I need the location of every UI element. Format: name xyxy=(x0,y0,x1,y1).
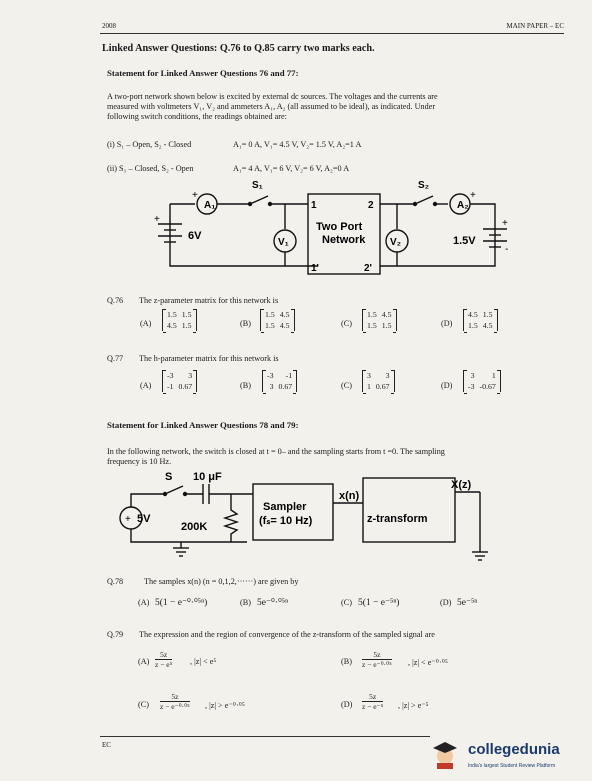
sampler-circuit xyxy=(105,466,495,566)
ztransform-label: z-transform xyxy=(367,513,428,525)
section-title: Linked Answer Questions: Q.76 to Q.85 carry two marks each. xyxy=(102,43,375,54)
q76-option-a-matrix: 1.5 1.5 4.5 1.5 xyxy=(162,309,197,331)
q79-option-a-roc: , |z| < e⁵ xyxy=(190,657,217,666)
condition-2-label: (ii) S₁ – Closed, S₂ - Open xyxy=(107,164,194,173)
plus-sign: + xyxy=(125,514,131,525)
voltmeter-v2-label: V₂ xyxy=(390,237,402,248)
network-label-2: Network xyxy=(322,234,366,246)
q78-option-b-expr: 5e⁻⁰·⁰⁵ⁿ xyxy=(257,598,289,608)
port-1-label: 1 xyxy=(311,200,317,211)
q79-option-c-label[interactable]: (C) xyxy=(138,700,149,709)
q79-option-a-label[interactable]: (A) xyxy=(138,657,150,666)
watermark-name: collegedunia xyxy=(468,741,560,758)
q77-option-b-matrix: -3 -1 3 0.67 xyxy=(262,370,297,392)
q77-option-d-label[interactable]: (D) xyxy=(441,381,453,390)
q76-option-a-label[interactable]: (A) xyxy=(140,319,152,328)
q79-option-b-fraction: $\frac{5z}{\text{z − e⁻⁰·⁰⁵}}$ xyxy=(362,650,392,669)
q78-number: Q.78 xyxy=(107,577,124,586)
q76-option-d-matrix: 4.5 1.5 1.5 4.5 xyxy=(463,309,498,331)
q77-option-d-matrix: 3 1 -3 -0.67 xyxy=(463,370,501,392)
header-year: 2008 xyxy=(102,22,116,30)
xn-label: x(n) xyxy=(339,490,360,502)
header-rule xyxy=(100,33,564,34)
q79-option-b-label[interactable]: (B) xyxy=(341,657,352,666)
q76-option-b-matrix: 1.5 4.5 1.5 4.5 xyxy=(260,309,295,331)
q78-option-d-label[interactable]: (D) xyxy=(440,598,452,607)
statement-line: following switch conditions, the readings obtained are: xyxy=(107,112,287,121)
statement-line: A two-port network shown below is excited by external dc sources. The voltages and the currents are xyxy=(107,92,438,101)
q76-option-b-label[interactable]: (B) xyxy=(240,319,251,328)
q78-option-b-label[interactable]: (B) xyxy=(240,598,251,607)
q78-option-a-expr: 5(1 − e⁻⁰·⁰⁵ⁿ) xyxy=(155,598,208,608)
statement-line: frequency is 10 Hz. xyxy=(107,457,172,466)
q77-text: The h-parameter matrix for this network is xyxy=(139,354,279,363)
q79-text: The expression and the region of convergence of the z-transform of the sampled signal are xyxy=(139,630,435,639)
port-2p-label: 2' xyxy=(364,263,372,274)
q78-option-d-expr: 5e⁻⁵ⁿ xyxy=(457,598,478,608)
port-1p-label: 1' xyxy=(311,263,319,274)
q76-option-c-matrix: 1.5 4.5 1.5 1.5 xyxy=(362,309,397,331)
ammeter-a1-label: A₁ xyxy=(204,200,216,211)
resistor-label: 200K xyxy=(181,521,208,533)
q76-text: The z-parameter matrix for this network is xyxy=(139,296,279,305)
q77-option-c-label[interactable]: (C) xyxy=(341,381,352,390)
source-5v-label: 5V xyxy=(137,513,151,525)
q79-option-c-roc: , |z| > e⁻⁰·⁰⁵ xyxy=(205,701,245,710)
switch-s1-label: S₁ xyxy=(252,180,263,191)
source-6v-label: 6V xyxy=(188,230,202,242)
q77-option-a-label[interactable]: (A) xyxy=(140,381,152,390)
switch-s-label: S xyxy=(165,471,173,483)
statement-78-79-title: Statement for Linked Answer Questions 78 and 79: xyxy=(107,420,299,430)
graduate-icon xyxy=(430,739,460,769)
statement-line: In the following network, the switch is closed at t = 0– and the sampling starts from t =0. The sampling xyxy=(107,447,445,456)
q77-option-b-label[interactable]: (B) xyxy=(240,381,251,390)
q76-option-d-label[interactable]: (D) xyxy=(441,319,453,328)
q79-option-d-roc: , |z| > e⁻⁵ xyxy=(398,701,429,710)
condition-1-label: (i) S₁ – Open, S₂ - Closed xyxy=(107,140,192,149)
condition-1-values: A₁= 0 A, V₁= 4.5 V, V₂= 1.5 V, A₂=1 A xyxy=(233,140,362,149)
network-label-1: Two Port xyxy=(316,221,363,233)
q78-option-a-label[interactable]: (A) xyxy=(138,598,150,607)
q77-option-a-matrix: -3 3 -1 0.67 xyxy=(162,370,197,392)
plus-sign: + xyxy=(154,214,160,225)
q78-text: The samples x(n) (n = 0,1,2,······) are given by xyxy=(144,577,299,586)
collegedunia-watermark xyxy=(430,733,580,777)
q76-number: Q.76 xyxy=(107,296,124,305)
capacitor-label: 10 μF xyxy=(193,471,222,483)
sampler-freq-label: (fₛ= 10 Hz) xyxy=(259,515,313,527)
statement-line: measured with voltmeters V₁, V₂ and ammeters A₁, A₂ (all assumed to be ideal), as indicated. Under xyxy=(107,102,436,111)
source-1p5v-label: 1.5V xyxy=(453,235,476,247)
q79-option-d-fraction: $\frac{5z}{\text{z − e⁻⁵}}$ xyxy=(362,692,384,711)
q77-number: Q.77 xyxy=(107,354,124,363)
two-port-circuit xyxy=(140,174,525,284)
q79-option-b-roc: , |z| < e⁻⁰·⁰⁵ xyxy=(408,658,448,667)
watermark-tagline: India's largest Student Review Platform xyxy=(468,763,556,769)
xz-label: X(z) xyxy=(451,479,472,491)
plus-sign: + xyxy=(502,218,508,229)
minus-sign: - xyxy=(505,244,509,255)
ammeter-a2-label: A₂ xyxy=(457,200,469,211)
header-paper: MAIN PAPER – EC xyxy=(506,22,564,30)
sampler-label: Sampler xyxy=(263,501,307,513)
q78-option-c-label[interactable]: (C) xyxy=(341,598,352,607)
q79-option-a-fraction: $\frac{5z}{\text{z − e⁵}}$ xyxy=(155,650,173,669)
q79-option-c-fraction: $\frac{5z}{\text{z − e⁻⁰·⁰⁵}}$ xyxy=(160,692,190,711)
plus-sign: + xyxy=(470,190,476,201)
q77-option-c-matrix: 3 3 1 0.67 xyxy=(362,370,395,392)
q79-number: Q.79 xyxy=(107,630,124,639)
switch-s2-label: S₂ xyxy=(418,180,430,191)
port-2-label: 2 xyxy=(368,200,374,211)
q76-option-c-label[interactable]: (C) xyxy=(341,319,352,328)
condition-2-values: A₁= 4 A, V₁= 6 V, V₂= 6 V, A₂=0 A xyxy=(233,164,350,173)
q78-option-c-expr: 5(1 − e⁻⁵ⁿ) xyxy=(358,598,400,608)
footer-code: EC xyxy=(102,741,111,749)
footer-rule xyxy=(100,736,430,737)
statement-76-77-title: Statement for Linked Answer Questions 76 and 77: xyxy=(107,68,299,78)
plus-sign: + xyxy=(192,190,198,201)
q79-option-d-label[interactable]: (D) xyxy=(341,700,353,709)
voltmeter-v1-label: V₁ xyxy=(278,237,289,248)
